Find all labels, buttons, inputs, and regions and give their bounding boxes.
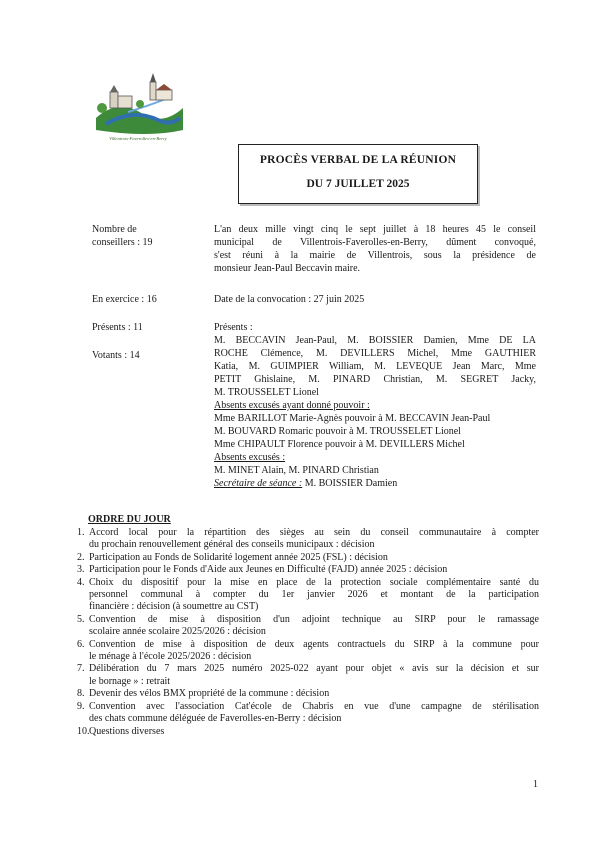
en-exercice: En exercice : 16 [92, 294, 157, 305]
pouvoir-line: Mme CHIPAULT Florence pouvoir à M. DEVILLERS Michel [214, 439, 465, 450]
excuses-line: M. MINET Alain, M. PINARD Christian [214, 465, 379, 476]
presents-label: Présents : [214, 322, 253, 333]
agenda-item: 1. Accord local pour la répartition des sièges au sein du conseil communautaire à compter du prochain renouvellement général des conseils municipaux : décision [77, 527, 539, 551]
pouvoir-label: Absents excusés ayant donné pouvoir : [214, 400, 370, 411]
document-title-box [238, 144, 478, 204]
convocation-date: Date de la convocation : 27 juin 2025 [214, 294, 365, 305]
agenda-item: 8. Devenir des vélos BMX propriété de la commune : décision [77, 688, 330, 700]
logo-caption: Villentrois-Faverolles-en-Berry [109, 136, 167, 141]
pouvoir-line: M. BOUVARD Romaric pouvoir à M. TROUSSELET Lionel [214, 426, 461, 437]
ordre-du-jour-heading: ORDRE DU JOUR [88, 514, 171, 525]
agenda-item: 5. Convention de mise à disposition d'un adjoint technique au SIRP pour le ramassage scolaire année scolaire 2025/2026 : décision [77, 613, 539, 638]
votants-count: Votants : 14 [92, 350, 140, 361]
agenda-item: 6. Convention de mise à disposition de deux agents contractuels du SIRP à la commune pour le ménage à l'école 2025/2026 : décision [77, 638, 539, 663]
agenda-item: 9. Convention avec l'association Cat'école de Chabris en vue d'une campagne de stérilisation des chats commune déléguée de Faverolles-en-Berry : décision [77, 700, 539, 725]
agenda-item: 4. Choix du dispositif pour la mise en place de la protection sociale complémentaire santé du personnel communal à compter du 1er janvier 2026 et montant de la participation financière : décision (à soumettre au CST) [77, 576, 539, 613]
document-title: PROCÈS VERBAL DE LA RÉUNION [259, 154, 457, 166]
presents-count: Présents : 11 [92, 322, 143, 333]
page-number: 1 [533, 779, 538, 790]
presents-line: ROCHE Clémence, M. DEVILLERS Michel, Mme GAUTHIER [214, 348, 536, 359]
excuses-label: Absents excusés : [214, 452, 286, 463]
pouvoir-line: Mme BARILLOT Marie-Agnès pouvoir à M. BECCAVIN Jean-Paul [214, 413, 491, 424]
secretaire-line [214, 477, 536, 490]
agenda-item: 7. Délibération du 7 mars 2025 numéro 2025-022 ayant pour objet « avis sur la décision et sur le bornage » : retrait [77, 663, 539, 687]
agenda-item: 3. Participation pour le Fonds d'Aide aux Jeunes en Difficulté (FAJD) année 2025 : décision [77, 564, 448, 576]
intro-paragraph: L'an deux mille vingt cinq le sept juillet à 18 heures 45 le conseil municipal de Villentrois-Faverolles-en-Berry, dûment convoqué, s'est réuni à la mairie de Villentrois, sous la présidence de monsieur Jean-Paul Beccavin maire. [214, 224, 536, 274]
agenda-item: 10. Questions diverses [77, 725, 165, 737]
agenda-list [77, 527, 539, 738]
village-emblem-icon [88, 68, 188, 138]
nombre-conseillers: Nombre de conseillers : 19 [92, 224, 153, 248]
secretaire-name: M. BOISSIER Damien [302, 478, 398, 489]
presents-line: M. BECCAVIN Jean-Paul, M. BOISSIER Damien, Mme DE LA [214, 335, 536, 346]
document-date: DU 7 JUILLET 2025 [306, 178, 410, 190]
presents-line: Katia, M. GUIMPIER William, M. LEVEQUE Jean Marc, Mme [214, 361, 536, 372]
agenda-item: 2. Participation au Fonds de Solidarité logement année 2025 (FSL) : décision [77, 551, 388, 563]
secretaire-label: Secrétaire de séance : [214, 478, 303, 489]
presents-line: PETIT Ghislaine, M. PINARD Christian, M. SEGRET Jacky, [214, 374, 536, 385]
attendance-block [214, 321, 536, 490]
presents-line: M. TROUSSELET Lionel [214, 387, 319, 398]
